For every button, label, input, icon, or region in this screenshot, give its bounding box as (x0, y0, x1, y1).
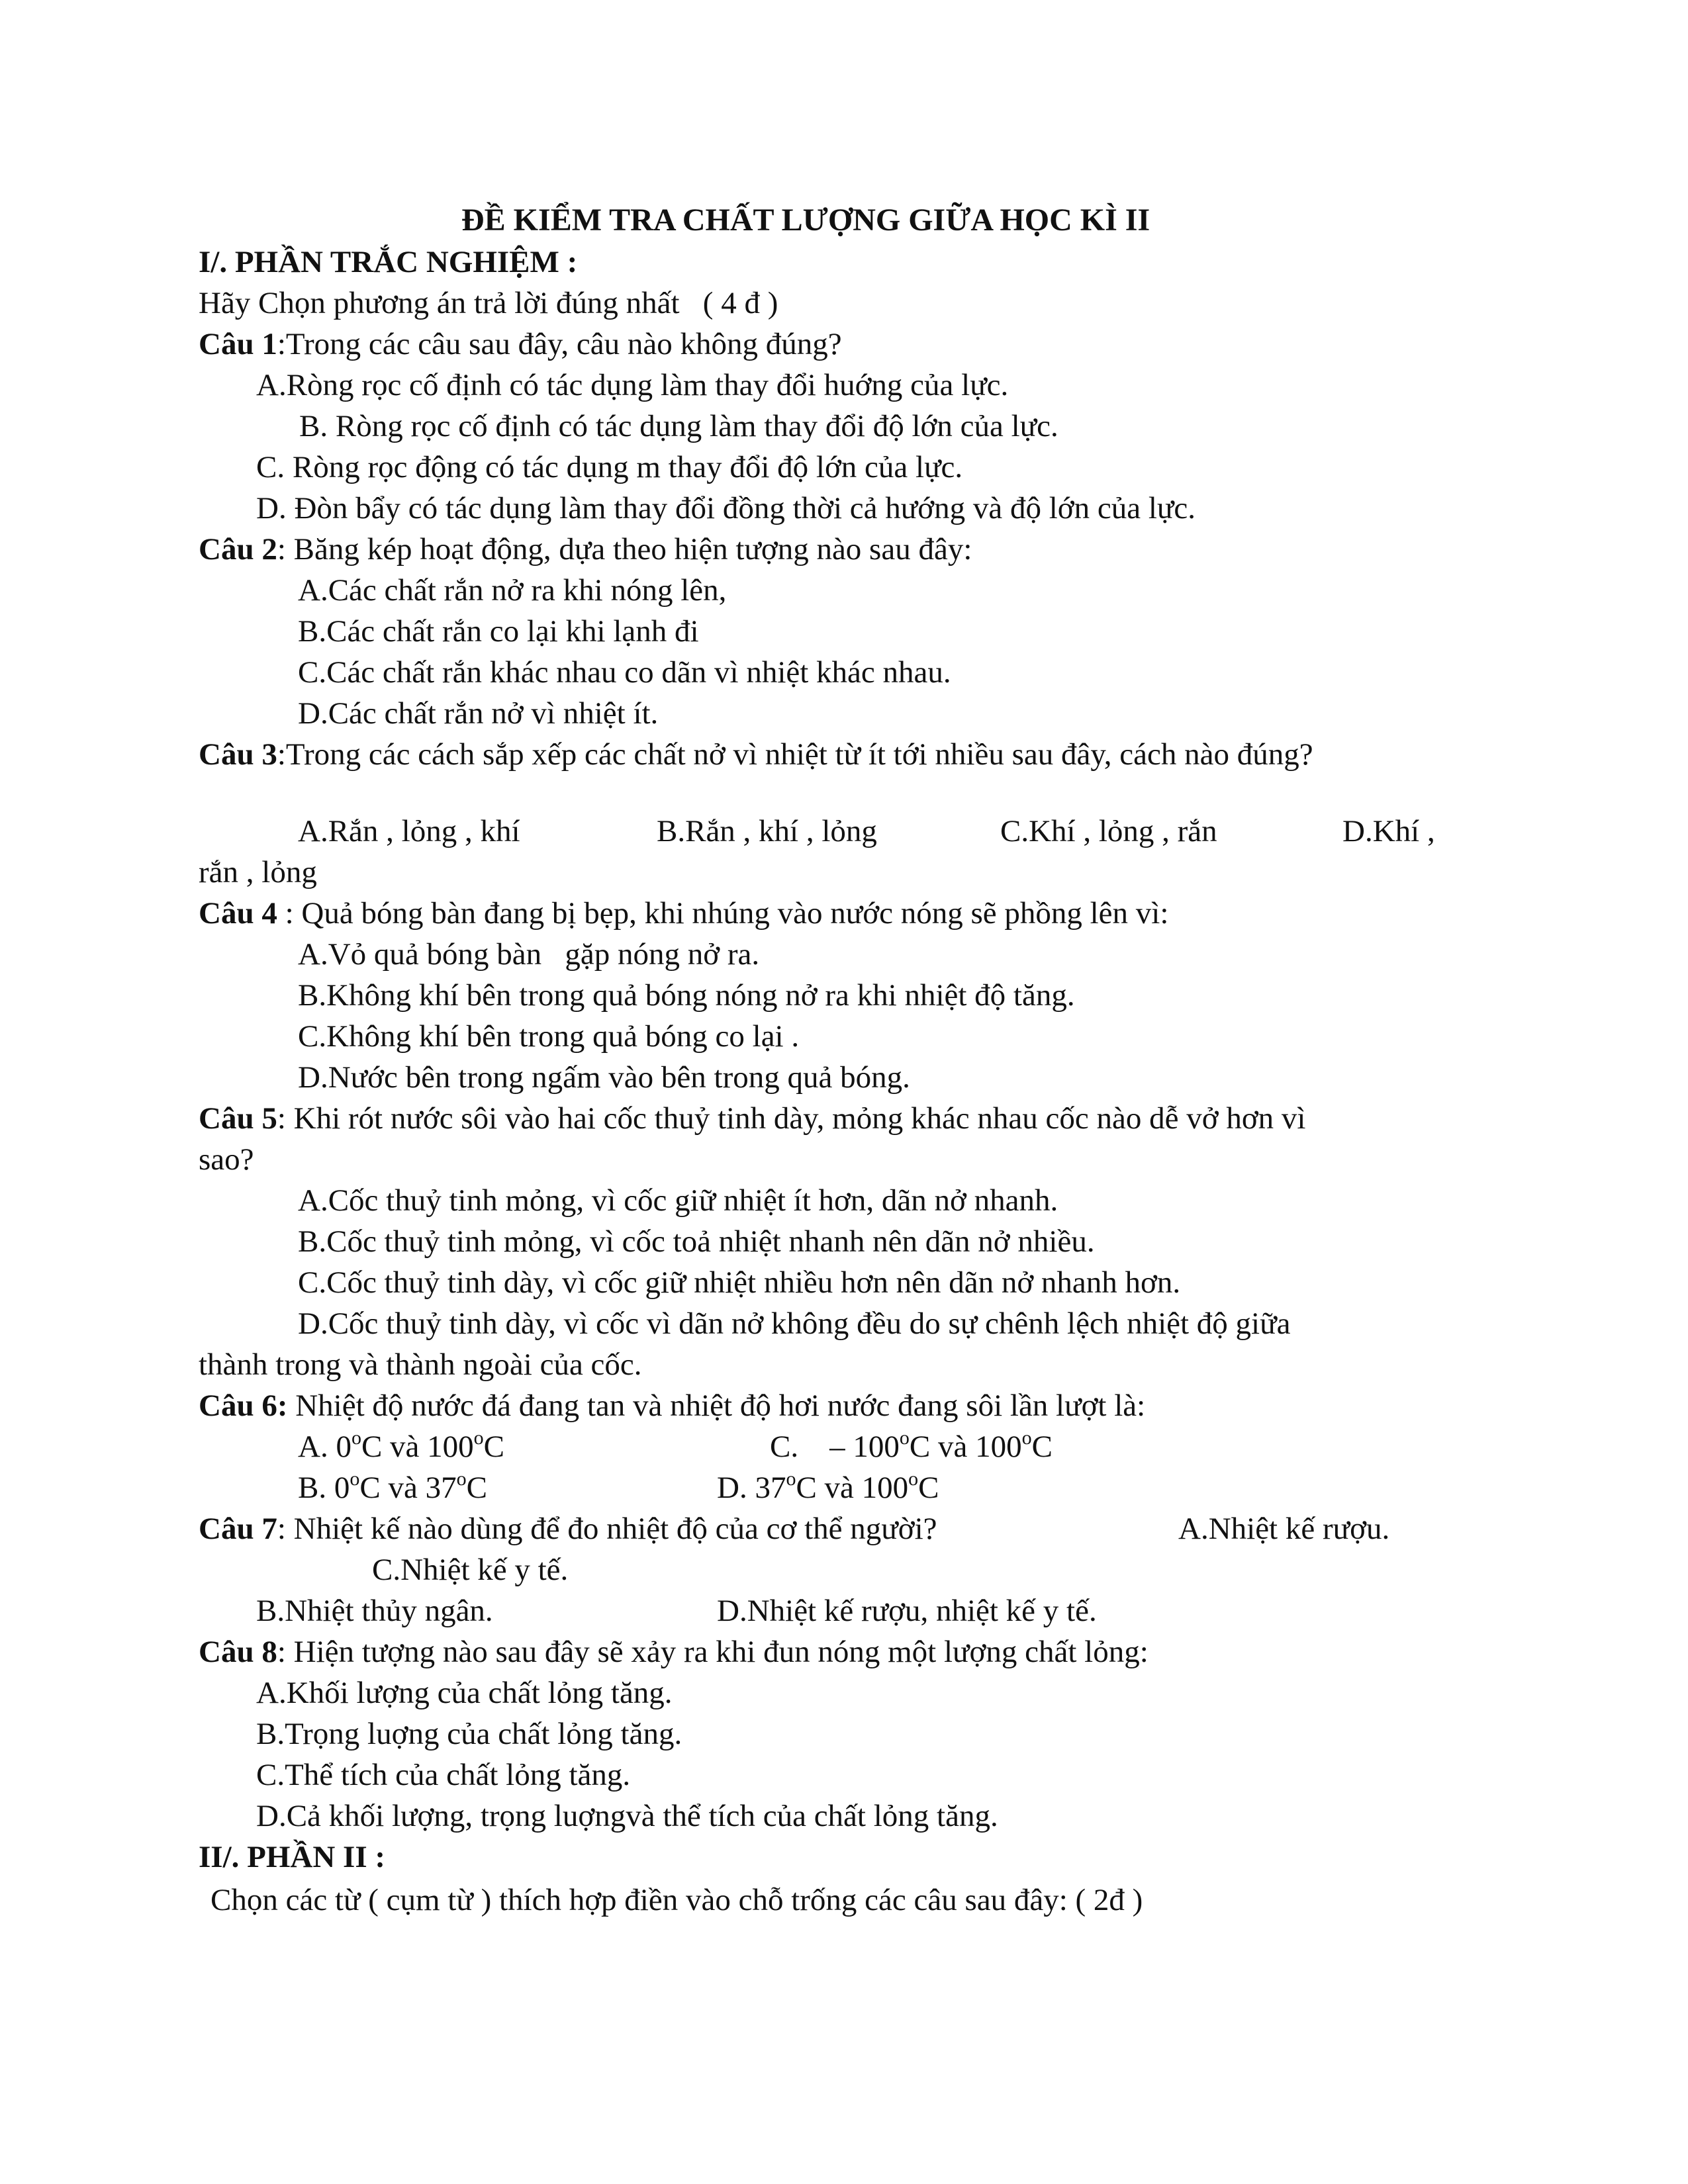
question-5-text: : Khi rót nước sôi vào hai cốc thuỷ tinh dày, mỏng khác nhau cốc nào dễ vở hơn vì (277, 1101, 1306, 1136)
question-5-label: Câu 5 (199, 1101, 277, 1136)
q1-option-c: C. Ròng rọc động có tác dụng m thay đổi độ lớn của lực. (256, 450, 963, 484)
q5-option-c: C.Cốc thuỷ tinh dày, vì cốc giữ nhiệt nhiều hơn nên dãn nở nhanh hơn. (298, 1265, 1181, 1300)
q4-option-c: C.Không khí bên trong quả bóng co lại . (298, 1019, 800, 1054)
q5-option-b: B.Cốc thuỷ tinh mỏng, vì cốc toả nhiệt nhanh nên dãn nở nhiều. (298, 1224, 1095, 1259)
question-6-label: Câu 6: (199, 1388, 288, 1423)
q3-option-a: A.Rắn , lỏng , khí (298, 814, 520, 848)
q7-option-d: D.Nhiệt kế rượu, nhiệt kế y tế. (717, 1594, 1097, 1628)
q2-option-d: D.Các chất rắn nở vì nhiệt ít. (298, 696, 659, 731)
q5-option-a: A.Cốc thuỷ tinh mỏng, vì cốc giữ nhiệt ít hơn, dãn nở nhanh. (298, 1183, 1058, 1218)
question-7 (199, 1508, 937, 1549)
q3-option-c: C.Khí , lỏng , rắn (1000, 814, 1217, 848)
part1-heading: I/. PHẦN TRẮC NGHIỆM : (199, 245, 578, 279)
part2-instruction: Chọn các từ ( cụm từ ) thích hợp điền vào chỗ trống các câu sau đây: ( 2đ ) (211, 1883, 1143, 1917)
q6-option-c: C. – 100$^o$C và 100$^o$C (770, 1427, 1053, 1464)
q4-option-b: B.Không khí bên trong quả bóng nóng nở ra khi nhiệt độ tăng. (298, 978, 1075, 1013)
question-5-text-cont: sao? (199, 1142, 254, 1177)
q2-option-c: C.Các chất rắn khác nhau co dãn vì nhiệt khác nhau. (298, 655, 951, 690)
q6-option-a: A. 0$^o$C và 100$^o$C (298, 1427, 505, 1464)
question-8-text: : Hiện tượng nào sau đây sẽ xảy ra khi đun nóng một lượng chất lỏng: (277, 1635, 1149, 1669)
page-title: ĐỀ KIỂM TRA CHẤT LƯỢNG GIỮA HỌC KÌ II (461, 203, 1150, 238)
q4-option-a: A.Vỏ quả bóng bàn gặp nóng nở ra. (298, 937, 760, 972)
question-4 (199, 893, 1168, 934)
question-7-label: Câu 7 (199, 1512, 277, 1546)
question-1-text: :Trong các câu sau đây, câu nào không đúng? (277, 327, 842, 361)
question-1 (199, 324, 842, 365)
q2-option-b: B.Các chất rắn co lại khi lạnh đi (298, 614, 699, 649)
q4-option-d: D.Nước bên trong ngấm vào bên trong quả bóng. (298, 1060, 910, 1095)
q3-option-d-cont: rắn , lỏng (199, 855, 317, 889)
q7-option-b: B.Nhiệt thủy ngân. (256, 1594, 493, 1628)
question-6 (199, 1385, 1145, 1426)
q7-option-c: C.Nhiệt kế y tế. (372, 1553, 569, 1587)
q2-option-a: A.Các chất rắn nở ra khi nóng lên, (298, 573, 727, 608)
q1-option-a: A.Ròng rọc cố định có tác dụng làm thay đổi huớng của lực. (256, 368, 1009, 402)
question-7-text: : Nhiệt kế nào dùng để đo nhiệt độ của cơ thể người? (277, 1512, 937, 1546)
question-3-text: :Trong các cách sắp xếp các chất nở vì nhiệt từ ít tới nhiều sau đây, cách nào đúng? (277, 737, 1313, 772)
q8-option-b: B.Trọng luợng của chất lỏng tăng. (256, 1717, 682, 1751)
q3-option-b: B.Rắn , khí , lỏng (657, 814, 877, 848)
part1-instruction: Hãy Chọn phương án trả lời đúng nhất ( 4 đ ) (199, 286, 778, 320)
question-3 (199, 734, 1313, 775)
q5-option-d-cont: thành trong và thành ngoài của cốc. (199, 1347, 642, 1382)
q8-option-a: A.Khối lượng của chất lỏng tăng. (256, 1676, 673, 1710)
question-2-text: : Băng kép hoạt động, dựa theo hiện tượng nào sau đây: (277, 532, 972, 567)
question-2 (199, 529, 972, 570)
q3-option-d: D.Khí , (1342, 814, 1435, 848)
question-5 (199, 1098, 1305, 1139)
question-4-label: Câu 4 (199, 896, 277, 931)
question-8 (199, 1631, 1149, 1672)
question-6-text: Nhiệt độ nước đá đang tan và nhiệt độ hơi nước đang sôi lần lượt là: (287, 1388, 1146, 1423)
question-2-label: Câu 2 (199, 532, 277, 567)
part2-heading: II/. PHẦN II : (199, 1840, 386, 1874)
q6-option-d: D. 37$^o$C và 100$^o$C (717, 1468, 939, 1505)
q1-option-b: B. Ròng rọc cố định có tác dụng làm thay đổi độ lớn của lực. (299, 409, 1058, 443)
q7-option-a: A.Nhiệt kế rượu. (1178, 1512, 1390, 1546)
q8-option-d: D.Cả khối lượng, trọng luợngvà thể tích của chất lỏng tăng. (256, 1799, 998, 1833)
q1-option-d: D. Đòn bẩy có tác dụng làm thay đổi đồng thời cả hướng và độ lớn của lực. (256, 491, 1196, 525)
question-3-label: Câu 3 (199, 737, 277, 772)
question-8-label: Câu 8 (199, 1635, 277, 1669)
q6-option-b: B. 0$^o$C và 37$^o$C (298, 1468, 487, 1505)
question-4-text: : Quả bóng bàn đang bị bẹp, khi nhúng vào nước nóng sẽ phồng lên vì: (277, 896, 1169, 931)
question-1-label: Câu 1 (199, 327, 277, 361)
q8-option-c: C.Thể tích của chất lỏng tăng. (256, 1758, 631, 1792)
q5-option-d: D.Cốc thuỷ tinh dày, vì cốc vì dãn nở không đều do sự chênh lệch nhiệt độ giữa (298, 1306, 1291, 1341)
